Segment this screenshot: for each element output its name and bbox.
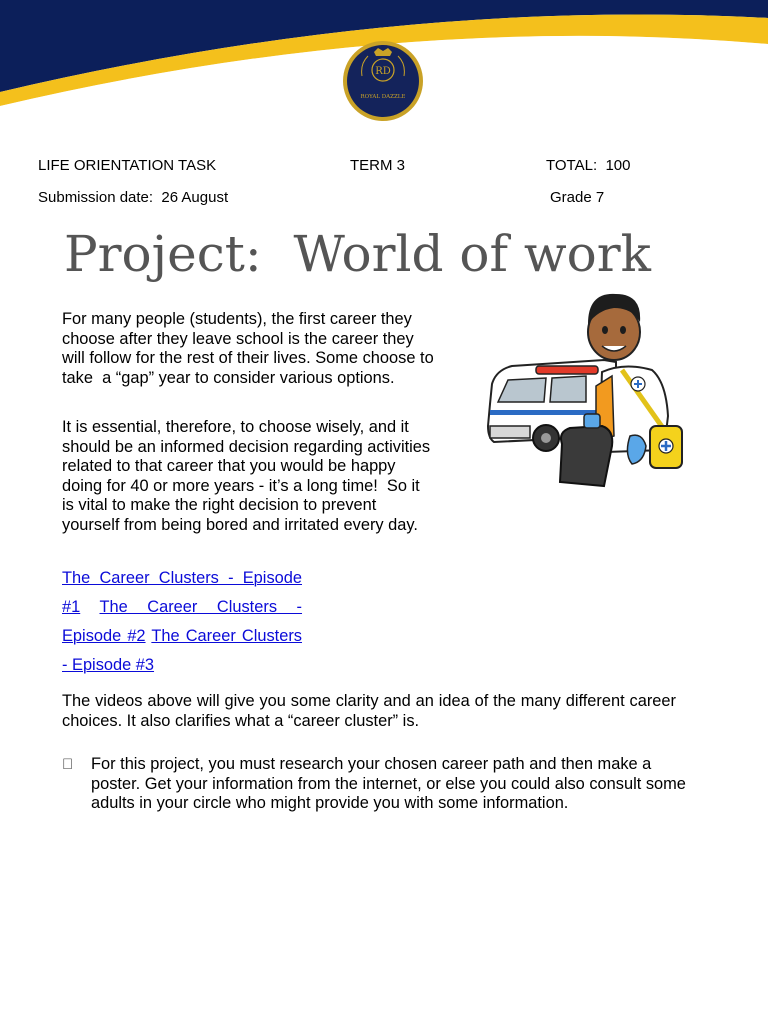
grade-label: Grade 7 [550, 189, 605, 206]
logo-name: ROYAL DAZZLE [360, 94, 406, 100]
logo-initials: RD [375, 66, 391, 77]
video-links [62, 564, 302, 680]
submission-date: Submission date: 26 August [38, 189, 229, 206]
paramedic-ambulance-illustration [484, 286, 688, 492]
advice-paragraph: It is essential, therefore, to choose wisely, and it should be an informed decision regarding activities related to that career that you would be happy doing for 40 or more years - it’s a long time! So it is vital to make the right decision to prevent yourself from being bored and irritated every day. [62, 418, 440, 534]
videos-note: The videos above will give you some clarity and an idea of the many different career choices. It also clarifies what a “career cluster” is. [62, 692, 676, 730]
episode-1-link[interactable]: The Career Clusters - Episode #1 [62, 569, 302, 616]
project-instructions: For this project, you must research your chosen career path and then make a poster. Get your information from the internet, or else you could also consult some adults in your circle who might provide you with some information. [91, 755, 686, 812]
intro-paragraph: For many people (students), the first career they choose after they leave school is the career they will follow for the rest of their lives. Some choose to take a “gap” year to consider various options. [62, 310, 439, 387]
episode-3-link[interactable]: The Career Clusters - Episode #3 [62, 627, 302, 674]
total-label: TOTAL: 100 [546, 157, 631, 174]
term-label: TERM 3 [350, 157, 406, 174]
bullet-glyph [62, 756, 73, 773]
school-logo [340, 40, 426, 122]
episode-2-link[interactable]: The Career Clusters - Episode #2 [62, 598, 303, 645]
task-label: LIFE ORIENTATION TASK [38, 157, 217, 174]
page-title: Project: World of work [64, 225, 651, 283]
